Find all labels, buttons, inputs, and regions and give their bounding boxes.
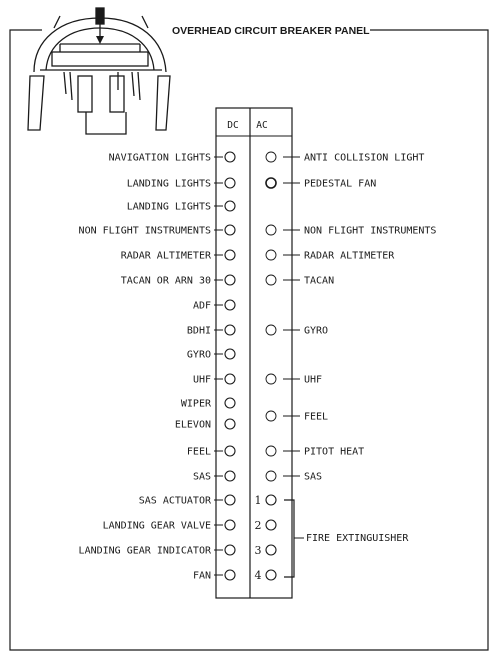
- fire-extinguisher-breaker-2[interactable]: [266, 520, 276, 530]
- ac-label-feel: FEEL: [304, 411, 329, 423]
- dc-label-gyro: GYRO: [186, 349, 211, 361]
- fire-extinguisher-breaker-4[interactable]: [266, 570, 276, 580]
- dc-label-radar-altimeter: RADAR ALTIMETER: [120, 250, 211, 262]
- dc-label-navigation-lights: NAVIGATION LIGHTS: [108, 152, 211, 164]
- dc-breaker-uhf[interactable]: [225, 374, 235, 384]
- ac-label-uhf: UHF: [304, 374, 323, 386]
- ac-label-radar-altimeter: RADAR ALTIMETER: [304, 250, 395, 262]
- dc-breaker-fan[interactable]: [225, 570, 235, 580]
- dc-label-landing-gear-valve: LANDING GEAR VALVE: [102, 520, 211, 532]
- ac-breaker-non-flight-instruments[interactable]: [266, 225, 276, 235]
- cockpit-locator-sketch: [28, 8, 170, 134]
- fire-extinguisher-label: FIRE EXTINGUISHER: [306, 533, 409, 544]
- dc-breaker-feel[interactable]: [225, 446, 235, 456]
- fire-extinguisher-number-3: 3: [254, 544, 262, 557]
- dc-breaker-landing-gear-valve[interactable]: [225, 520, 235, 530]
- fire-extinguisher-group: [255, 494, 410, 582]
- dc-breaker-landing-lights[interactable]: [225, 178, 235, 188]
- ac-breaker-anti-collision-light[interactable]: [266, 152, 276, 162]
- ac-label-sas: SAS: [304, 471, 323, 483]
- dc-breaker-group: [79, 152, 235, 582]
- ac-breaker-uhf[interactable]: [266, 374, 276, 384]
- dc-label-landing-lights: LANDING LIGHTS: [126, 201, 211, 213]
- dc-label-tacan-or-arn-30: TACAN OR ARN 30: [120, 275, 211, 287]
- fire-extinguisher-number-4: 4: [254, 569, 262, 582]
- dc-label-non-flight-instruments: NON FLIGHT INSTRUMENTS: [78, 225, 211, 237]
- ac-breaker-gyro[interactable]: [266, 325, 276, 335]
- dc-breaker-adf[interactable]: [225, 300, 235, 310]
- fire-extinguisher-breaker-1[interactable]: [266, 495, 276, 505]
- ac-breaker-sas[interactable]: [266, 471, 276, 481]
- outer-frame: [10, 30, 488, 650]
- ac-label-gyro: GYRO: [304, 325, 329, 337]
- dc-label-uhf: UHF: [192, 374, 211, 386]
- dc-label-bdhi: BDHI: [186, 325, 211, 337]
- ac-breaker-radar-altimeter[interactable]: [266, 250, 276, 260]
- dc-label-sas-actuator: SAS ACTUATOR: [138, 495, 211, 507]
- ac-breaker-pitot-heat[interactable]: [266, 446, 276, 456]
- dc-breaker-non-flight-instruments[interactable]: [225, 225, 235, 235]
- dc-label-landing-gear-indicator: LANDING GEAR INDICATOR: [78, 545, 211, 557]
- dc-breaker-sas-actuator[interactable]: [225, 495, 235, 505]
- dc-label-landing-lights: LANDING LIGHTS: [126, 178, 211, 190]
- ac-column-header: AC: [256, 120, 268, 131]
- dc-breaker-sas[interactable]: [225, 471, 235, 481]
- ac-label-non-flight-instruments: NON FLIGHT INSTRUMENTS: [304, 225, 437, 237]
- ac-label-pitot-heat: PITOT HEAT: [304, 446, 365, 458]
- dc-column-header: DC: [227, 120, 239, 131]
- panel-title: OVERHEAD CIRCUIT BREAKER PANEL: [172, 25, 370, 37]
- ac-label-tacan: TACAN: [304, 275, 335, 287]
- dc-label-elevon: ELEVON: [174, 419, 211, 431]
- dc-breaker-landing-lights[interactable]: [225, 201, 235, 211]
- ac-breaker-pedestal-fan[interactable]: [266, 178, 276, 188]
- dc-breaker-landing-gear-indicator[interactable]: [225, 545, 235, 555]
- ac-label-pedestal-fan: PEDESTAL FAN: [304, 178, 377, 190]
- dc-label-fan: FAN: [192, 570, 211, 582]
- dc-breaker-wiper[interactable]: [225, 398, 235, 408]
- ac-breaker-tacan[interactable]: [266, 275, 276, 285]
- dc-label-sas: SAS: [192, 471, 211, 483]
- dc-breaker-radar-altimeter[interactable]: [225, 250, 235, 260]
- dc-breaker-elevon[interactable]: [225, 419, 235, 429]
- dc-breaker-gyro[interactable]: [225, 349, 235, 359]
- dc-breaker-tacan-or-arn-30[interactable]: [225, 275, 235, 285]
- ac-breaker-feel[interactable]: [266, 411, 276, 421]
- fire-extinguisher-breaker-3[interactable]: [266, 545, 276, 555]
- dc-breaker-navigation-lights[interactable]: [225, 152, 235, 162]
- dc-label-wiper: WIPER: [180, 398, 211, 410]
- dc-breaker-bdhi[interactable]: [225, 325, 235, 335]
- dc-label-adf: ADF: [192, 300, 211, 312]
- ac-label-anti-collision-light: ANTI COLLISION LIGHT: [304, 152, 425, 164]
- fire-extinguisher-number-1: 1: [254, 494, 262, 507]
- fire-extinguisher-number-2: 2: [254, 519, 262, 532]
- dc-label-feel: FEEL: [186, 446, 211, 458]
